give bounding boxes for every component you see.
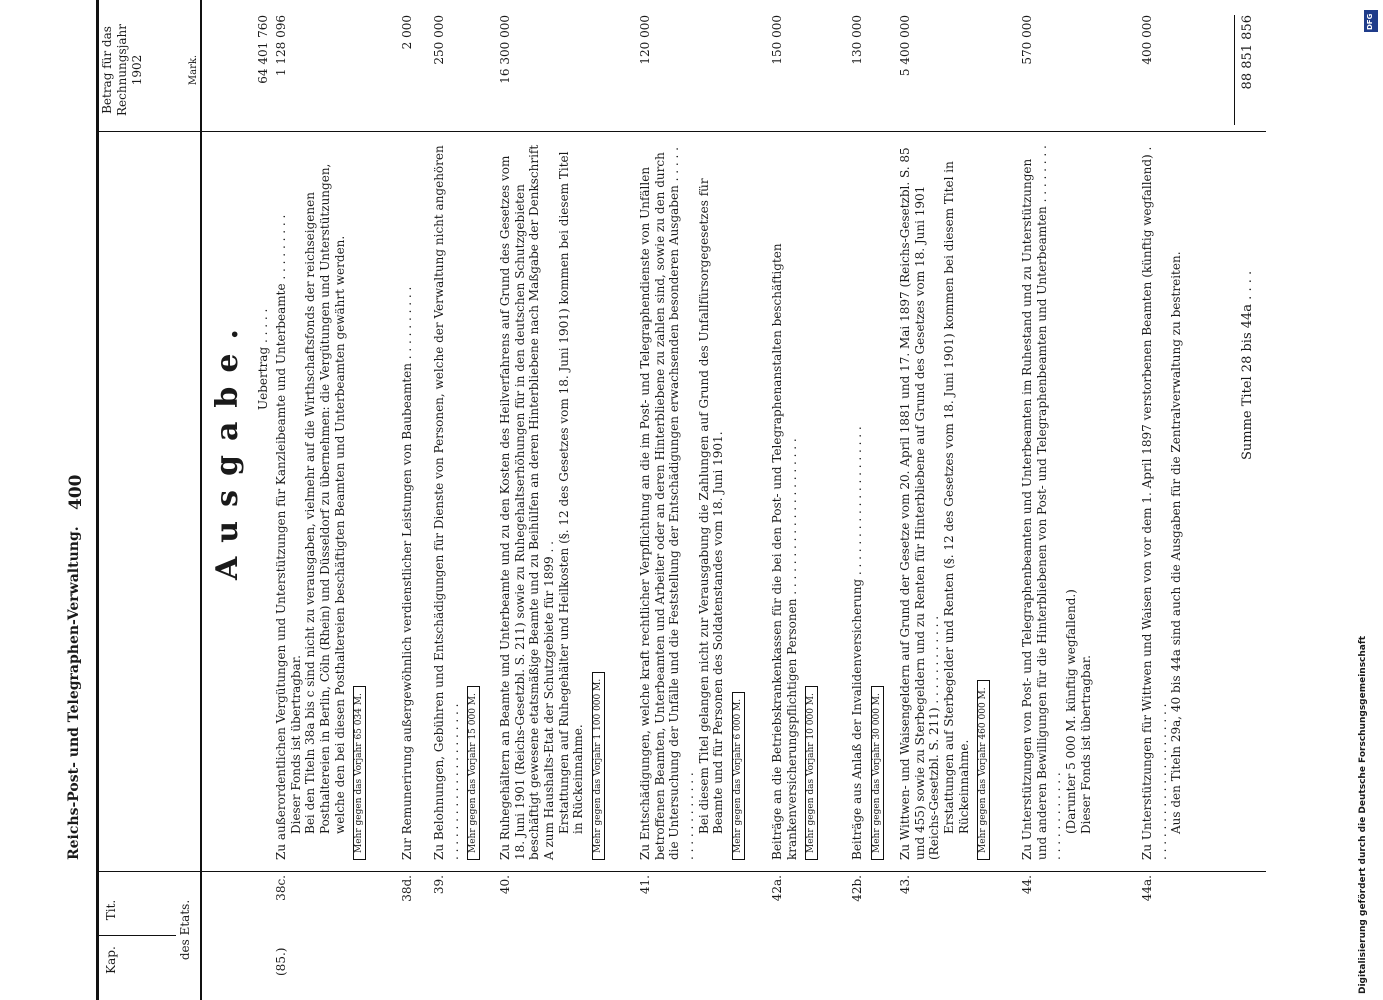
row-kap: (85.) xyxy=(274,947,288,976)
row-amount: 16 300 000 xyxy=(498,15,512,84)
carry-over-amount: 64 401 760 xyxy=(256,15,270,84)
description-line: Beiträge an die Betriebskrankenkassen für die bei den Post- und Telegraphenanstalten beschäftigten krankenversicherungspflichtigen Personen . . . . . . . . . . . . . . . . . . . . . xyxy=(770,243,799,860)
row-amount: 570 000 xyxy=(1020,15,1034,65)
row-description xyxy=(898,140,990,860)
sum-rule xyxy=(1234,15,1235,125)
row-tit: 44a. xyxy=(1140,875,1154,902)
description-line: Aus den Titeln 29a, 40 bis 44a sind auch die Ausgaben für die Zentralverwaltung zu bestreiten. xyxy=(1169,251,1184,834)
description-line: Zu Unterstützungen von Post- und Telegraphenbeamten und Unterbeamten im Ruhestand und zu Unterstützungen und anderen Bewilligungen für die Hinterbliebenen von Post- und Telegraphenbeamten und Unterbeamten . . . . . . . . . . . . . . . . . . . . xyxy=(1020,145,1064,860)
mehr-note: Mehr gegen das Vorjahr 15 000 M. xyxy=(467,686,480,860)
description-line: Bei den Titeln 38a bis c sind nicht zu verausgaben, vielmehr auf die Wirthschaftsfonds der reichseigenen Posthaltereien in Berlin, Cöln (Rhein) und Düsseldorf zu übernehmen: die Vergütungen und Unterstützungen, welche den bei diesen Posthaltereien beschäftigten Beamten und Unterbeamten gewährt werden. xyxy=(303,163,347,834)
column-betrag: Betrag für das Rechnungsjahr 1902 xyxy=(100,24,144,116)
header-rule xyxy=(200,0,202,1000)
row-tit: 39. xyxy=(432,875,446,895)
description-line: Zu Entschädigungen, welche kraft rechtlicher Verpflichtung an die im Post- und Telegraphendienste von Unfällen betroffenen Beamten, Unterbeamten und Arbeiter oder an deren Hinterbliebene zu zahlen sind, sowie zu den durch die Untersuchung der Unfälle und die Feststellung der Entschädigungen erwachsenden besonderen Ausgaben . . . . . . . . . . . . . . . . . xyxy=(638,147,696,860)
description-line: Zur Remunerirung außergewöhnlich verdienstlicher Leistungen von Baubeamten . . . . . . . . . . xyxy=(400,286,414,860)
side-note-text: Digitalisierung gefördert durch die Deutsche Forschungsgemeinschaft xyxy=(1358,635,1368,994)
row-description xyxy=(274,140,366,860)
column-tit: Tit. xyxy=(104,899,118,921)
row-tit: 41. xyxy=(638,875,652,895)
row-amount: 2 000 xyxy=(400,15,414,50)
rotated-page xyxy=(60,0,1300,1000)
row-amount: 120 000 xyxy=(638,15,652,65)
description-line: Beiträge aus Anlaß der Invalidenversicherung . . . . . . . . . . . . . . . . . . . . xyxy=(850,426,864,860)
row-amount: 150 000 xyxy=(770,15,784,65)
dfg-badge-text: DFG xyxy=(1366,13,1374,30)
row-tit: 43. xyxy=(898,875,912,895)
description-line: Dieser Fonds ist übertragbar. xyxy=(1078,655,1093,834)
section-title: Ausgabe. xyxy=(210,315,245,580)
row-amount: 130 000 xyxy=(850,15,864,65)
tit-desc-divider xyxy=(96,871,1266,872)
row-tit: 42b. xyxy=(850,875,864,902)
carry-over-label: Uebertrag . . . . . xyxy=(256,308,270,410)
row-tit: 42a. xyxy=(770,875,784,902)
sum-amount: 88 851 856 xyxy=(1240,15,1255,90)
row-description xyxy=(400,140,415,860)
row-description xyxy=(770,140,818,860)
row-description xyxy=(638,140,745,860)
description-line: Zu Belohnungen, Gebühren und Entschädigungen für Dienste von Personen, welche der Verwaltung nicht angehören . . . . . . . . . . . . . . . . . . . . . xyxy=(432,145,461,860)
mehr-note: Mehr gegen das Vorjahr 1 100 000 M. xyxy=(592,672,605,860)
row-amount: 1 128 096 xyxy=(274,15,288,77)
row-description xyxy=(850,140,884,860)
row-description xyxy=(432,140,480,860)
side-note xyxy=(1358,14,1372,994)
description-line: Zu Wittwen- und Waisengeldern auf Grund der Gesetze vom 20. April 1881 und 17. Mai 1897 (Reichs-Gesetzbl. S. 85 und 455) sowie zu Sterbegeldern und zu Renten für Hinterbliebene auf Grund des Gesetzes vom 18. Juni 1901 (Reichs-Gesetzbl. S. 211) . . . . . . . . . . . . xyxy=(898,147,942,860)
row-tit: 44. xyxy=(1020,875,1034,895)
row-amount: 250 000 xyxy=(432,15,446,65)
desc-amount-divider xyxy=(96,131,1266,132)
row-amount: 400 000 xyxy=(1140,15,1154,65)
page-number: 400 xyxy=(66,474,86,510)
sum-label: Summe Titel 28 bis 44a . . . . xyxy=(1240,270,1255,460)
column-mark: Mark. xyxy=(188,54,199,86)
description-line: Bei diesem Titel gelangen nicht zur Verausgabung die Zahlungen auf Grund des Unfallfürsorgegesetzes für Beamte und für Personen des Soldatenstandes vom 18. Juni 1901. xyxy=(696,178,726,834)
mehr-note: Mehr gegen das Vorjahr 460 000 M. xyxy=(977,680,990,860)
mehr-note: Mehr gegen das Vorjahr 10 000 M. xyxy=(805,686,818,860)
description-line: Dieser Fonds ist übertragbar. xyxy=(288,655,303,834)
kap-tit-divider xyxy=(96,935,176,936)
column-kap: Kap. xyxy=(104,946,118,974)
description-line: Zu Unterstützungen für Wittwen und Waisen von vor dem 1. April 1897 verstorbenen Beamten (künftig wegfallend) . . . . . . . . . . . . . . . . . . . . . . xyxy=(1140,146,1169,860)
mehr-note: Mehr gegen das Vorjahr 6 000 M. xyxy=(732,692,745,860)
description-line: Zu außerordentlichen Vergütungen und Unterstützungen für Kanzleibeamte und Unterbeamte . . . . . . . . . xyxy=(274,214,288,860)
row-tit: 38c. xyxy=(274,875,288,901)
mehr-note: Mehr gegen das Vorjahr 65 034 M. xyxy=(353,686,366,860)
running-header: Reichs-Post- und Telegraphen-Verwaltung. xyxy=(66,526,82,860)
top-rule xyxy=(96,0,99,1000)
row-description xyxy=(1020,140,1093,860)
description-line: Erstattungen auf Ruhegehälter und Heilkosten (§. 12 des Gesetzes vom 18. Juni 1901) kommen bei diesem Titel in Rückeinnahme. xyxy=(556,151,586,834)
row-description xyxy=(498,140,605,860)
column-etats: des Etats. xyxy=(178,899,192,961)
row-tit: 38d. xyxy=(400,875,414,902)
row-description xyxy=(1140,140,1184,860)
description-line: (Darunter 5 000 M. künftig wegfallend.) xyxy=(1063,589,1078,834)
row-tit: 40. xyxy=(498,875,512,895)
description-line: Erstattungen auf Sterbegelder und Renten (§. 12 des Gesetzes vom 18. Juni 1901) kommen bei diesem Titel in Rückeinnahme. xyxy=(941,161,971,834)
description-line: Zu Ruhegehältern an Beamte und Unterbeamte und zu den Kosten des Heilverfahrens auf Grund des Gesetzes vom 18. Juni 1901 (Reichs-Gesetzbl. S. 211) sowie zu Ruhegehaltserhöhungen für in den deutschen Schutzgebieten beschäftigt gewesene etatsmäßige Beamte und zu Beihülfen an deren Hinterbliebene nach Maßgabe der Denkschrift A zum Haushalts-Etat der Schutzgebiete für 1899 . . xyxy=(498,144,556,860)
mehr-note: Mehr gegen das Vorjahr 30 000 M. xyxy=(871,686,884,860)
row-amount: 5 400 000 xyxy=(898,15,912,77)
